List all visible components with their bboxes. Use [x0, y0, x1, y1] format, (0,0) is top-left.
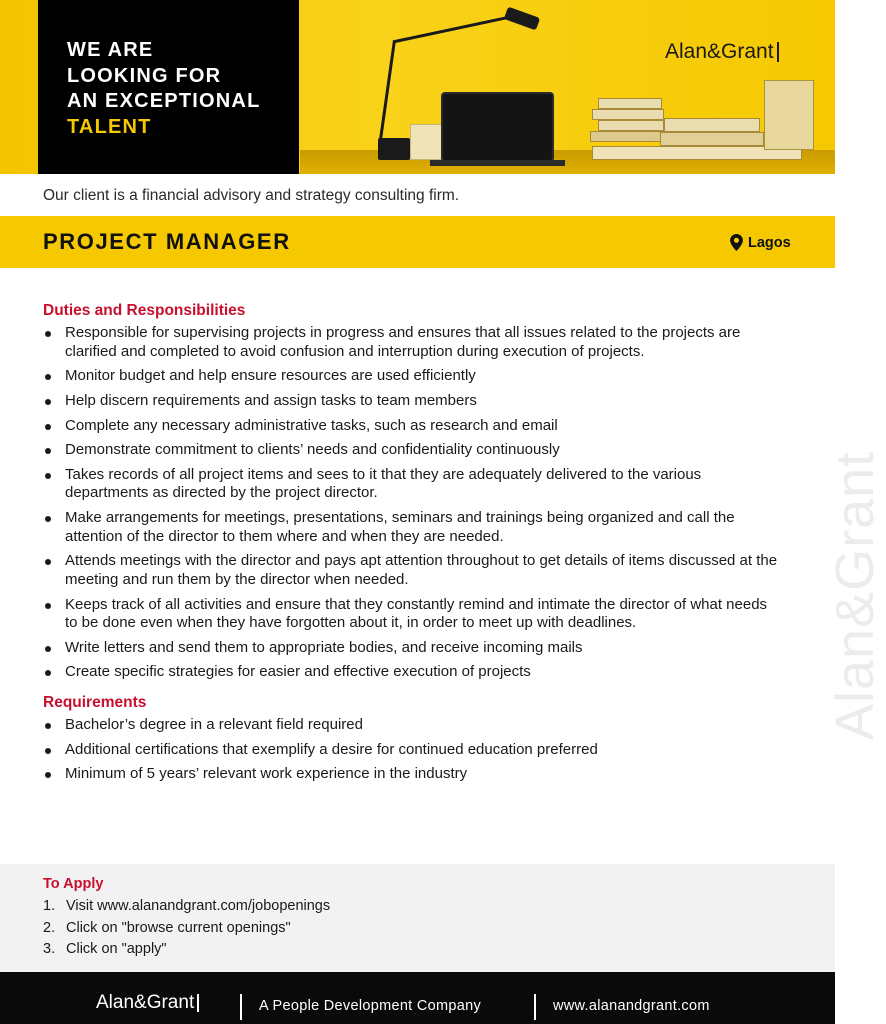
duties-list [43, 324, 778, 682]
job-location [730, 234, 791, 251]
book [598, 120, 664, 131]
client-description: Our client is a financial advisory and strategy consulting firm. [43, 187, 460, 204]
list-item: Responsible for supervising projects in progress and ensures that all issues related to the projects are clarified and completed to avoid confusion and interruption during execution of projects. [43, 324, 778, 361]
apply-section [0, 864, 835, 972]
hero-line-2: LOOKING FOR [67, 64, 222, 87]
hero-line-3: AN EXCEPTIONAL [67, 90, 261, 112]
step-number: 3. [43, 941, 56, 957]
desk-lamp-base [378, 138, 410, 160]
list-item: Keeps track of all activities and ensure that they constantly remind and intimate the director of what needs to be done even when they have forgotten about it, in order to meet up with deadlines. [43, 596, 778, 633]
step-number: 2. [43, 919, 56, 936]
step-text: Click on "browse current openings" [66, 919, 291, 936]
footer-brand-mark [197, 994, 199, 1012]
job-title: PROJECT MANAGER [43, 229, 291, 254]
watermark [770, 410, 885, 740]
apply-step [43, 939, 835, 961]
step-text: Visit www.alanandgrant.com/jobopenings [66, 898, 331, 914]
map-pin-icon [730, 234, 743, 251]
footer-brand-logo [96, 992, 199, 1014]
hero-line-1: WE ARE [67, 39, 154, 61]
apply-heading: To Apply [43, 876, 104, 892]
apply-step [43, 896, 835, 918]
watermark-text: Alan&Grant [825, 450, 885, 740]
list-item: Create specific strategies for easier and effective execution of projects [43, 663, 778, 682]
list-item: Attends meetings with the director and pays apt attention throughout to get details of items discussed at the meeting and run them by the director when needed. [43, 552, 778, 589]
requirements-list [43, 716, 778, 784]
laptop-icon [441, 92, 554, 162]
step-text: Click on "apply" [66, 941, 167, 957]
hero-headline-box [38, 0, 299, 174]
list-item: Bachelor’s degree in a relevant field required [43, 716, 778, 735]
apply-step [43, 918, 835, 940]
list-item: Takes records of all project items and sees to it that they are adequately delivered to the various departments as directed by the project director. [43, 466, 778, 503]
list-item: Minimum of 5 years’ relevant work experience in the industry [43, 765, 778, 784]
laptop-base [430, 160, 565, 166]
book [590, 131, 666, 142]
hero-banner [0, 0, 835, 174]
footer-tagline: A People Development Company [259, 998, 481, 1014]
brand-logo [665, 40, 779, 64]
brand-logo-text: Alan&Grant [665, 40, 774, 63]
step-number: 1. [43, 898, 56, 914]
brand-logo-mark [777, 42, 779, 62]
job-location-text: Lagos [748, 234, 791, 251]
list-item: Demonstrate commitment to clients’ needs and confidentiality continuously [43, 441, 778, 460]
list-item: Help discern requirements and assign tasks to team members [43, 392, 778, 411]
paper-stack [410, 124, 444, 160]
list-item: Additional certifications that exemplify a desire for continued education preferred [43, 741, 778, 760]
list-item: Write letters and send them to appropriate bodies, and receive incoming mails [43, 639, 778, 658]
duties-heading: Duties and Responsibilities [43, 302, 246, 319]
job-title-bar [0, 216, 835, 268]
file-holder [764, 80, 814, 150]
footer-brand-text: Alan&Grant [96, 992, 195, 1013]
footer-website-link[interactable]: www.alanandgrant.com [553, 998, 710, 1014]
apply-steps [43, 896, 835, 961]
footer-divider [240, 994, 242, 1020]
hero-accent-line: TALENT [67, 115, 152, 138]
job-details [43, 302, 778, 790]
footer-divider [534, 994, 536, 1020]
footer [0, 972, 835, 1024]
requirements-heading: Requirements [43, 693, 147, 711]
book [598, 98, 662, 109]
list-item: Monitor budget and help ensure resources are used efficiently [43, 367, 778, 386]
list-item: Make arrangements for meetings, presentations, seminars and trainings being organized and call the attention of the director to them where and when they are needed. [43, 509, 778, 546]
book [664, 118, 760, 132]
list-item: Complete any necessary administrative tasks, such as research and email [43, 417, 778, 436]
book [592, 109, 664, 120]
book [660, 132, 764, 146]
